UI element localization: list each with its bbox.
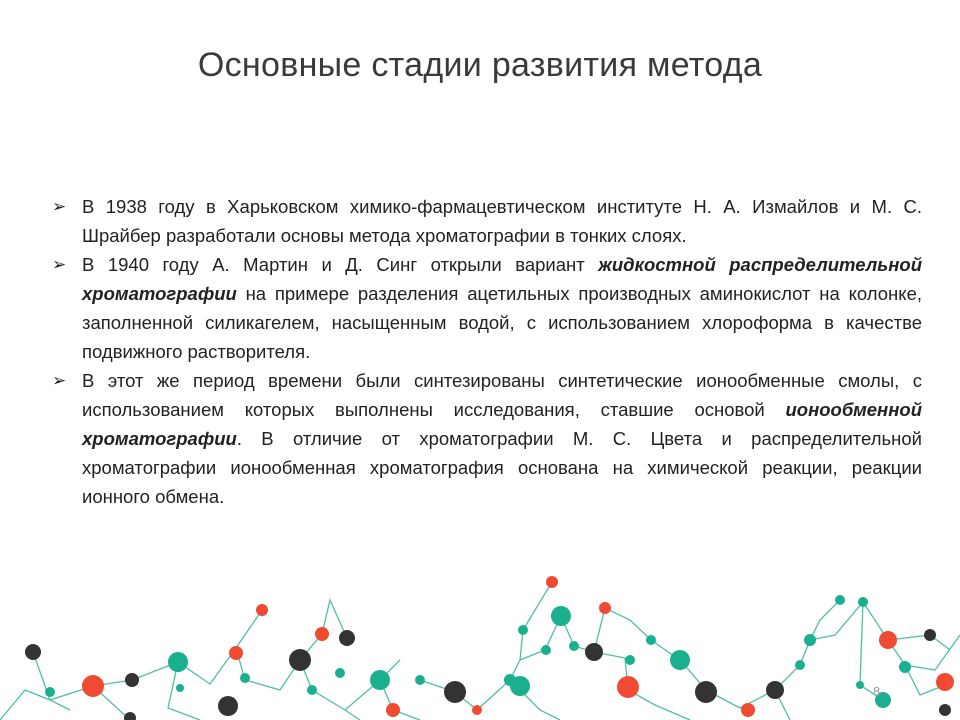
bullet-item — [50, 250, 922, 366]
bullet-list — [50, 192, 922, 511]
bullet-emphasis: жидкостной распределительной хроматографии — [82, 254, 922, 304]
arrow-bullet-icon: ➢ — [52, 371, 67, 390]
bullet-text: В 1938 году в Харьковском химико-фармацевтическом институте Н. А. Измайлов и М. С. Шрайбер разработали основы метода хроматографии в тонких слоях. — [82, 196, 922, 246]
arrow-bullet-icon: ➢ — [52, 197, 67, 216]
bullet-item — [50, 366, 922, 511]
bullet-text: В 1940 году А. Мартин и Д. Синг открыли вариант — [82, 254, 599, 275]
page-number: 8 — [873, 684, 881, 699]
bullet-emphasis: ионообменной хроматографии — [82, 399, 922, 449]
arrow-bullet-icon: ➢ — [52, 255, 67, 274]
molecule-bonds — [0, 582, 960, 720]
slide-title: Основные стадии развития метода — [197, 46, 763, 84]
bullet-text: на примере разделения ацетильных производных аминокислот на колонке, заполненной силикагелем, насыщенным водой, с использованием хлороформа в качестве подвижного растворителя. — [82, 283, 922, 362]
bullet-text: . В отличие от хроматографии М. С. Цвета и распределительной хроматографии ионообменная хроматография основана на химической реакции, реакции ионного обмена. — [82, 428, 922, 507]
bullet-item — [50, 192, 922, 250]
bullet-text: В этот же период времени были синтезированы синтетические ионообменные смолы, с использованием которых выполнены исследования, ставшие основой — [82, 370, 922, 420]
molecule-decoration — [0, 560, 960, 720]
